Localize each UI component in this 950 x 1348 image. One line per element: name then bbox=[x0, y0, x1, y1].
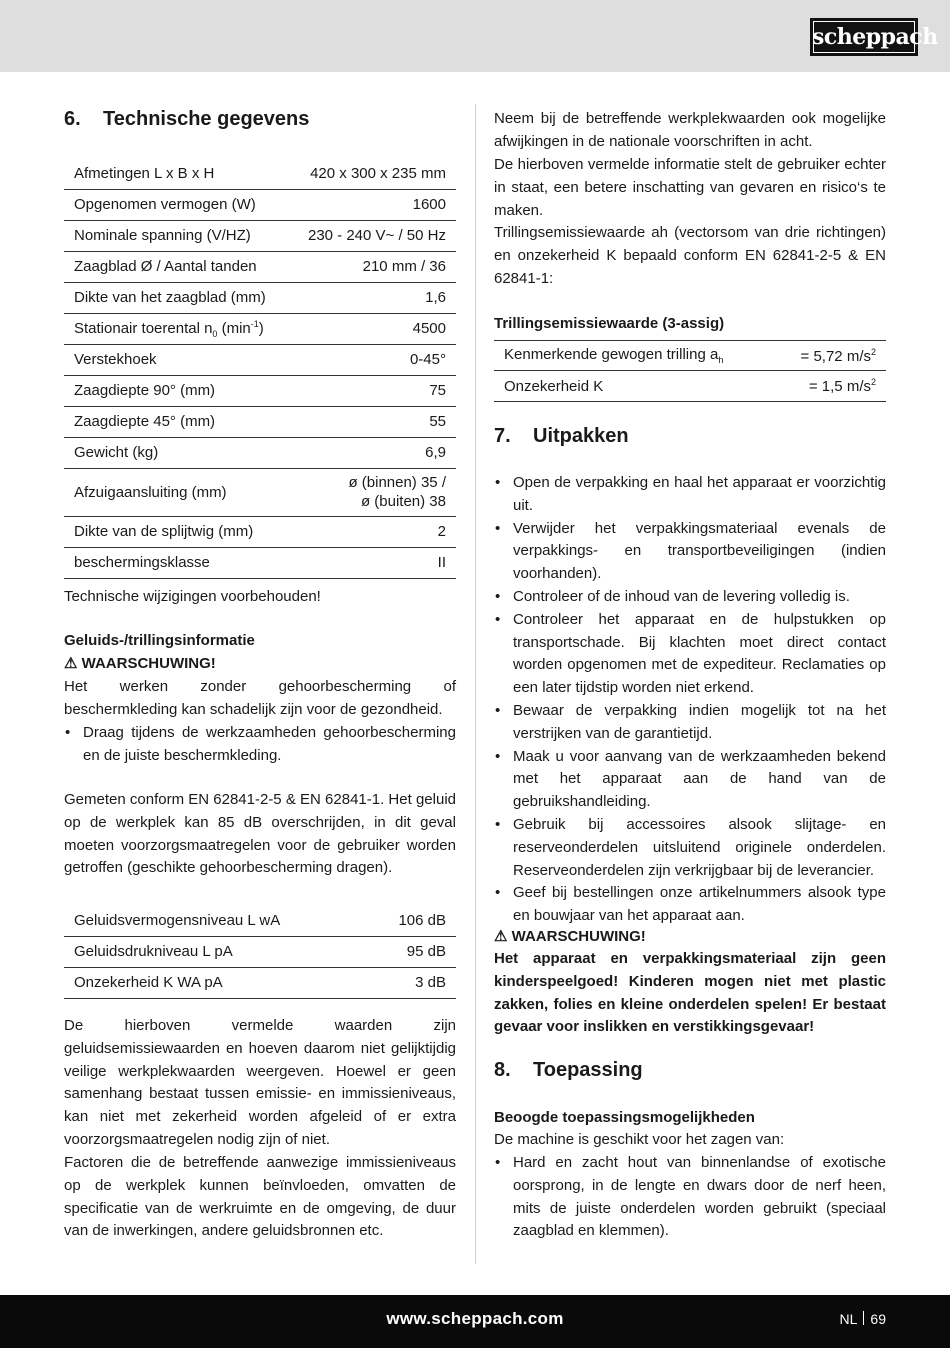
section-7-heading: 7. Uitpakken bbox=[494, 425, 629, 447]
usage-bullet-list bbox=[494, 1152, 886, 1243]
column-divider bbox=[475, 104, 476, 1264]
table-row: Zaagdiepte 90° (mm) 75 bbox=[64, 375, 456, 406]
tech-spec-table bbox=[64, 158, 456, 579]
usage-intro: De machine is geschikt voor het zagen van: bbox=[494, 1131, 785, 1148]
table-row: Nominale spanning (V/HZ) 230 - 240 V~ / 50 Hz bbox=[64, 220, 456, 251]
table-row: Opgenomen vermogen (W) 1600 bbox=[64, 189, 456, 220]
website-url: www.scheppach.com bbox=[386, 1309, 564, 1328]
warning-bullet-list bbox=[64, 722, 456, 768]
header-bar bbox=[0, 0, 950, 72]
table-row: Kenmerkende gewogen trilling $a_h$ = 5,72 $m/s^2$ bbox=[494, 341, 886, 371]
warning-text-2: Het apparaat en verpakkingsmateriaal zijn geen kinderspeelgoed! Kinderen mogen niet met plastic zakken, folies en kleine onderdelen spelen! Er bestaat gevaar voor inslikken en verstikkingsgevaar! bbox=[494, 950, 886, 1036]
noise-table bbox=[64, 905, 456, 999]
section-8-heading: 8. Toepassing bbox=[494, 1059, 643, 1081]
measured-text: Gemeten conform EN 62841-2-5 & EN 62841-1. Het geluid op de werkplek kan 85 dB overschrijden, in dit geval moeten voorzorgsmaatregelen voor de gebruiker worden getroffen (geschikte gehoorbescherming dragen). bbox=[64, 791, 456, 877]
emission-text-1: De hierboven vermelde waarden zijn geluidsemissiewaarden en hoeven daarom niet gelijktijdig veilige werkplekwaarden weergeven. Hoewel er geen samenhang bestaat tussen emissie- en immissieniveaus, kan niet met zekerheid worden afgeleid of er extra voorzorgsmaatregelen nodig zijn of niet. bbox=[64, 1017, 456, 1148]
change-note: Technische wijzigingen voorbehouden! bbox=[64, 588, 321, 605]
intro-text-1: Neem bij de betreffende werkplekwaarden ook mogelijke afwijkingen in de nationale voorschriften in acht. bbox=[494, 110, 886, 150]
brand-logo: scheppach bbox=[810, 18, 918, 56]
noise-heading: Geluids-/trillingsinformatie bbox=[64, 632, 255, 649]
usage-subheading: Beoogde toepassingsmogelijkheden bbox=[494, 1109, 755, 1126]
table-row: Onzekerheid K = 1,5 $m/s^2$ bbox=[494, 371, 886, 402]
table-row: Geluidsvermogensniveau L wA 106 dB bbox=[64, 905, 456, 936]
table-row: Onzekerheid K WA pA 3 dB bbox=[64, 967, 456, 998]
intro-text-2: De hierboven vermelde informatie stelt de gebruiker echter in staat, een betere inschatting van gevaren en risico‘s te maken. bbox=[494, 156, 886, 219]
list-item: • Draag tijdens de werkzaamheden gehoorbescherming en de juiste beschermkleding. bbox=[64, 722, 456, 768]
vibration-table bbox=[494, 340, 886, 402]
table-row: Afmetingen L x B x H 420 x 300 x 235 mm bbox=[64, 158, 456, 189]
list-item: • Controleer of de inhoud van de levering volledig is. bbox=[494, 586, 886, 609]
warning-label: ⚠ WAARSCHUWING! bbox=[64, 655, 216, 672]
table-row: beschermingsklasse II bbox=[64, 547, 456, 578]
list-item: • Verwijder het verpakkingsmateriaal evenals de verpakkings- en transportbeveiligingen (indien voorhanden). bbox=[494, 518, 886, 586]
section-6-heading: 6. Technische gegevens bbox=[64, 108, 310, 130]
page-number: NL 69 bbox=[839, 1311, 886, 1327]
warning-text: Het werken zonder gehoorbescherming of beschermkleding kan schadelijk zijn voor de gezondheid. bbox=[64, 678, 456, 718]
list-item: • Controleer het apparaat en de hulpstukken op transportschade. Bij klachten moet direct contact worden opgenomen met de expediteur. Reclamaties op een later tijdstip worden niet erkend. bbox=[494, 609, 886, 700]
table-row: Zaagblad Ø / Aantal tanden 210 mm / 36 bbox=[64, 251, 456, 282]
list-item: • Open de verpakking en haal het apparaat er voorzichtig uit. bbox=[494, 472, 886, 518]
table-row: Afzuigaansluiting (mm) ø (binnen) 35 / ø (buiten) 38 bbox=[64, 468, 456, 516]
list-item: • Gebruik bij accessoires alsook slijtage- en reserveonderdelen uitsluitend originele onderdelen. Reserveonderdelen zijn verkrijgbaar bij de leverancier. bbox=[494, 814, 886, 882]
warning-label-2: ⚠ WAARSCHUWING! bbox=[494, 928, 646, 945]
table-row: Zaagdiepte 45° (mm) 55 bbox=[64, 406, 456, 437]
list-item: • Bewaar de verpakking indien mogelijk tot na het verstrijken van de garantietijd. bbox=[494, 700, 886, 746]
footer-bar bbox=[0, 1295, 950, 1348]
vibration-heading: Trillingsemissiewaarde (3-assig) bbox=[494, 315, 725, 332]
table-row: Verstekhoek 0-45° bbox=[64, 344, 456, 375]
table-row: Dikte van de splijtwig (mm) 2 bbox=[64, 516, 456, 547]
intro-text-3: Trillingsemissiewaarde ah (vectorsom van drie richtingen) en onzekerheid K bepaald conform EN 62841-2-5 & EN 62841-1: bbox=[494, 224, 886, 287]
table-row: Dikte van het zaagblad (mm) 1,6 bbox=[64, 282, 456, 313]
list-item: • Maak u voor aanvang van de werkzaamheden bekend met het apparaat aan de hand van de gebruikshandleiding. bbox=[494, 746, 886, 814]
unpack-bullet-list bbox=[494, 472, 886, 928]
table-row: Stationair toerental $n_0$ $(\min^{-1})$ 4500 bbox=[64, 313, 456, 344]
table-row: Geluidsdrukniveau L pA 95 dB bbox=[64, 936, 456, 967]
list-item: • Hard en zacht hout van binnenlandse of exotische oorsprong, in de lengte en dwars door de nerf heen, mits de juiste onderdelen worden gebruikt (speciaal zaagblad en klemmen). bbox=[494, 1152, 886, 1243]
table-row: Gewicht (kg) 6,9 bbox=[64, 437, 456, 468]
emission-text-2: Factoren die de betreffende aanwezige immissieniveaus op de werkplek kunnen beïnvloeden, omvatten de specificatie van de werkruimte en de omgeving, de duur van de inwerkingen, andere geluidsbronnen etc. bbox=[64, 1154, 456, 1240]
list-item: • Geef bij bestellingen onze artikelnummers alsook type en bouwjaar van het apparaat aan. bbox=[494, 882, 886, 928]
